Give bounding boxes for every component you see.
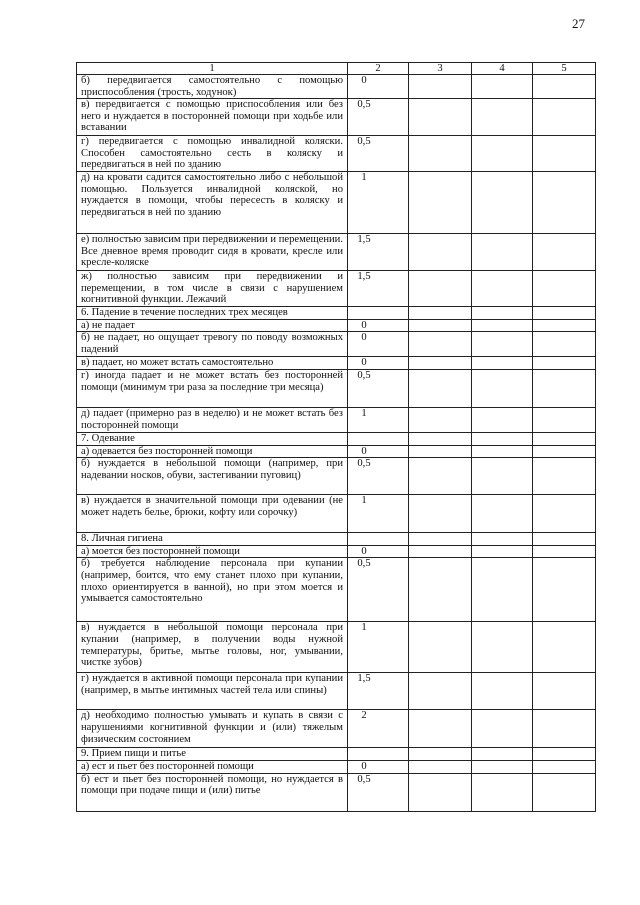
empty-cell (533, 407, 596, 432)
empty-cell (409, 773, 472, 811)
score-cell (348, 357, 409, 370)
criterion-text: б) нуждается в небольшой помощи (например, при надевании носков, обуви, застегивании пуговиц) (77, 458, 348, 495)
table-row (77, 136, 596, 172)
score-cell (348, 622, 409, 673)
empty-cell (348, 748, 409, 761)
empty-cell (472, 407, 533, 432)
score-cell (348, 369, 409, 407)
column-header-4: 4 (472, 63, 533, 75)
table-row (77, 458, 596, 495)
criterion-text: б) требуется наблюдение персонала при купании (например, боится, что ему станет плохо при купании, плохо ориентируется в ванной), но при этом моется и умывается самостоятельно (77, 558, 348, 622)
empty-cell (533, 495, 596, 533)
section-title: 9. Прием пищи и питье (77, 748, 348, 761)
empty-cell (533, 545, 596, 558)
empty-cell (409, 319, 472, 332)
empty-cell (472, 748, 533, 761)
criterion-text: д) необходимо полностью умывать и купать в связи с нарушениями когнитивной функции и (или) тяжелым физическим состоянием (77, 710, 348, 748)
score-cell (348, 99, 409, 136)
score-value: 1,5 (357, 271, 371, 283)
empty-cell (409, 445, 472, 458)
criterion-text: б) ест и пьет без посторонней помощи, но нуждается в помощи при подаче пищи и (или) питье (77, 773, 348, 811)
empty-cell (472, 75, 533, 99)
table-row (77, 622, 596, 673)
empty-cell (533, 357, 596, 370)
section-row (77, 307, 596, 320)
empty-cell (348, 307, 409, 320)
empty-cell (409, 458, 472, 495)
criterion-text: г) нуждается в активной помощи персонала при купании (например, в мытье интимных частей тела или спины) (77, 673, 348, 710)
empty-cell (409, 533, 472, 546)
table-row (77, 75, 596, 99)
empty-cell (472, 458, 533, 495)
empty-cell (472, 136, 533, 172)
empty-cell (472, 445, 533, 458)
empty-cell (533, 710, 596, 748)
empty-cell (409, 357, 472, 370)
score-cell (348, 172, 409, 234)
criterion-text: а) не падает (77, 319, 348, 332)
empty-cell (409, 558, 472, 622)
empty-cell (533, 748, 596, 761)
table-row (77, 172, 596, 234)
score-value: 0 (361, 445, 367, 457)
empty-cell (533, 307, 596, 320)
score-value: 0,5 (357, 558, 371, 570)
empty-cell (409, 332, 472, 357)
column-header-5: 5 (533, 63, 596, 75)
section-title: 7. Одевание (77, 432, 348, 445)
score-value: 0 (361, 760, 367, 772)
section-title: 6. Падение в течение последних трех месяцев (77, 307, 348, 320)
header-row (77, 63, 596, 75)
empty-cell (409, 172, 472, 234)
empty-cell (472, 760, 533, 773)
empty-cell (409, 271, 472, 307)
score-cell (348, 332, 409, 357)
empty-cell (533, 369, 596, 407)
table-row (77, 234, 596, 271)
score-value: 0 (361, 332, 367, 344)
empty-cell (533, 673, 596, 710)
section-row (77, 432, 596, 445)
empty-cell (472, 622, 533, 673)
empty-cell (533, 760, 596, 773)
empty-cell (533, 234, 596, 271)
empty-cell (472, 357, 533, 370)
criterion-text: в) падает, но может встать самостоятельно (77, 357, 348, 370)
criterion-text: в) нуждается в небольшой помощи персонала при купании (например, в получении воды нужной температуры, бритье, мытье головы, ног, умывании, чистке зубов) (77, 622, 348, 673)
score-cell (348, 136, 409, 172)
score-cell (348, 445, 409, 458)
empty-cell (472, 545, 533, 558)
criterion-text: е) полностью зависим при передвижении и перемещении. Все дневное время проводит сидя в кровати, кресле или кресле-коляске (77, 234, 348, 271)
table-header (77, 63, 596, 75)
score-value: 0,5 (357, 773, 371, 785)
score-cell (348, 234, 409, 271)
empty-cell (409, 407, 472, 432)
criterion-text: в) нуждается в значительной помощи при одевании (не может надеть белье, брюки, кофту или сорочку) (77, 495, 348, 533)
score-cell (348, 319, 409, 332)
score-value: 1 (361, 172, 367, 184)
empty-cell (472, 319, 533, 332)
assessment-table (76, 62, 596, 812)
criterion-text: г) передвигается с помощью инвалидной коляски. Способен самостоятельно сесть в коляску и передвигаться в ней по зданию (77, 136, 348, 172)
empty-cell (472, 234, 533, 271)
empty-cell (409, 99, 472, 136)
table-row (77, 445, 596, 458)
column-header-2: 2 (348, 63, 409, 75)
empty-cell (472, 710, 533, 748)
table-row (77, 760, 596, 773)
section-row (77, 748, 596, 761)
table-row (77, 710, 596, 748)
section-title: 8. Личная гигиена (77, 533, 348, 546)
empty-cell (533, 773, 596, 811)
criterion-text: а) одевается без посторонней помощи (77, 445, 348, 458)
criterion-text: д) падает (примерно раз в неделю) и не может встать без посторонней помощи (77, 407, 348, 432)
criterion-text: а) моется без посторонней помощи (77, 545, 348, 558)
empty-cell (409, 673, 472, 710)
empty-cell (409, 136, 472, 172)
criterion-text: в) передвигается с помощью приспособления или без него и нуждается в посторонней помощи при ходьбе или вставании (77, 99, 348, 136)
criterion-text: б) передвигается самостоятельно с помощью приспособления (трость, ходунок) (77, 75, 348, 99)
criterion-text: г) иногда падает и не может встать без посторонней помощи (минимум три раза за последние три месяца) (77, 369, 348, 407)
empty-cell (472, 432, 533, 445)
empty-cell (409, 75, 472, 99)
table-row (77, 773, 596, 811)
empty-cell (533, 533, 596, 546)
criterion-text: б) не падает, но ощущает тревогу по поводу возможных падений (77, 332, 348, 357)
empty-cell (533, 271, 596, 307)
empty-cell (472, 332, 533, 357)
empty-cell (533, 445, 596, 458)
score-cell (348, 710, 409, 748)
column-header-3: 3 (409, 63, 472, 75)
score-cell (348, 271, 409, 307)
score-value: 2 (361, 710, 367, 722)
score-value: 1 (361, 407, 367, 419)
score-cell (348, 760, 409, 773)
empty-cell (409, 710, 472, 748)
column-header-1: 1 (77, 63, 348, 75)
table-row (77, 369, 596, 407)
table-row (77, 495, 596, 533)
table-row (77, 545, 596, 558)
score-cell (348, 773, 409, 811)
empty-cell (348, 432, 409, 445)
empty-cell (409, 760, 472, 773)
empty-cell (409, 622, 472, 673)
score-cell (348, 75, 409, 99)
score-value: 0 (361, 319, 367, 331)
table-row (77, 99, 596, 136)
empty-cell (409, 307, 472, 320)
score-cell (348, 673, 409, 710)
table-body (77, 75, 596, 812)
empty-cell (533, 136, 596, 172)
table-row (77, 357, 596, 370)
empty-cell (533, 172, 596, 234)
score-value: 0,5 (357, 99, 371, 111)
empty-cell (472, 773, 533, 811)
empty-cell (348, 533, 409, 546)
score-cell (348, 458, 409, 495)
empty-cell (533, 622, 596, 673)
score-value: 1 (361, 622, 367, 634)
score-cell (348, 495, 409, 533)
empty-cell (533, 458, 596, 495)
empty-cell (533, 319, 596, 332)
score-cell (348, 545, 409, 558)
empty-cell (472, 307, 533, 320)
empty-cell (472, 369, 533, 407)
score-cell (348, 558, 409, 622)
page-number: 27 (572, 16, 585, 31)
score-value: 0 (361, 75, 367, 86)
empty-cell (533, 432, 596, 445)
table-row (77, 271, 596, 307)
score-value: 0 (361, 545, 367, 557)
table-row (77, 673, 596, 710)
empty-cell (472, 495, 533, 533)
section-row (77, 533, 596, 546)
table-row (77, 332, 596, 357)
score-value: 1,5 (357, 234, 371, 246)
empty-cell (472, 533, 533, 546)
criterion-text: д) на кровати садится самостоятельно либо с небольшой помощью. Пользуется инвалидной коляской, но нуждается в помощи, чтобы пересесть в коляску и передвигаться в ней по зданию (77, 172, 348, 234)
empty-cell (409, 369, 472, 407)
score-value: 1 (361, 495, 367, 507)
empty-cell (409, 495, 472, 533)
empty-cell (472, 99, 533, 136)
score-value: 0,5 (357, 136, 371, 148)
empty-cell (472, 172, 533, 234)
table-row (77, 558, 596, 622)
score-cell (348, 407, 409, 432)
score-value: 0,5 (357, 369, 371, 381)
table-row (77, 319, 596, 332)
empty-cell (409, 748, 472, 761)
empty-cell (409, 432, 472, 445)
empty-cell (409, 545, 472, 558)
score-value: 0,5 (357, 458, 371, 470)
empty-cell (472, 558, 533, 622)
criterion-text: ж) полностью зависим при передвижении и перемещении, в том числе в связи с нарушением когнитивной функции. Лежачий (77, 271, 348, 307)
table-row (77, 407, 596, 432)
score-value: 0 (361, 357, 367, 369)
empty-cell (533, 558, 596, 622)
empty-cell (472, 673, 533, 710)
empty-cell (533, 99, 596, 136)
empty-cell (409, 234, 472, 271)
criterion-text: а) ест и пьет без посторонней помощи (77, 760, 348, 773)
empty-cell (472, 271, 533, 307)
empty-cell (533, 75, 596, 99)
score-value: 1,5 (357, 673, 371, 685)
empty-cell (533, 332, 596, 357)
